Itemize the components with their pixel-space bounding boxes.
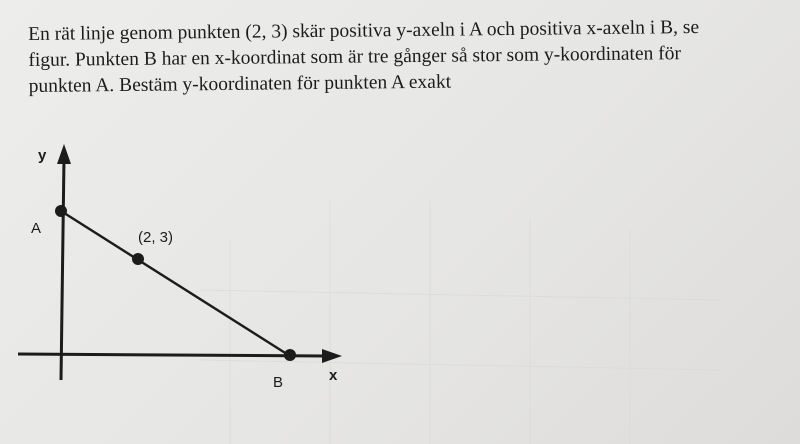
x-axis-label: x	[329, 367, 338, 384]
point-b	[284, 349, 296, 361]
point-a	[55, 205, 67, 217]
show-through-grid	[200, 200, 720, 444]
x-axis-arrow	[322, 349, 342, 363]
point-a-label: A	[31, 220, 42, 237]
problem-line-2: figur. Punkten B har en x-koordinat som är tre gånger så stor som y-koordinaten för	[28, 43, 682, 71]
straight-line	[61, 211, 290, 356]
problem-line-1: En rät linje genom punkten (2, 3) skär positiva y-axeln i A och positiva x-axeln i B, se	[28, 16, 700, 45]
problem-text	[28, 14, 789, 100]
y-axis-label: y	[38, 147, 47, 164]
y-axis	[61, 158, 64, 380]
y-axis-arrow	[57, 144, 71, 164]
problem-line-3: punkten A. Bestäm y-koordinaten för punkten A exakt	[28, 71, 452, 97]
given-point	[132, 253, 144, 265]
coordinate-figure	[0, 130, 800, 444]
x-axis	[18, 354, 325, 356]
point-b-label: B	[273, 374, 284, 391]
given-point-label: (2, 3)	[138, 229, 174, 246]
